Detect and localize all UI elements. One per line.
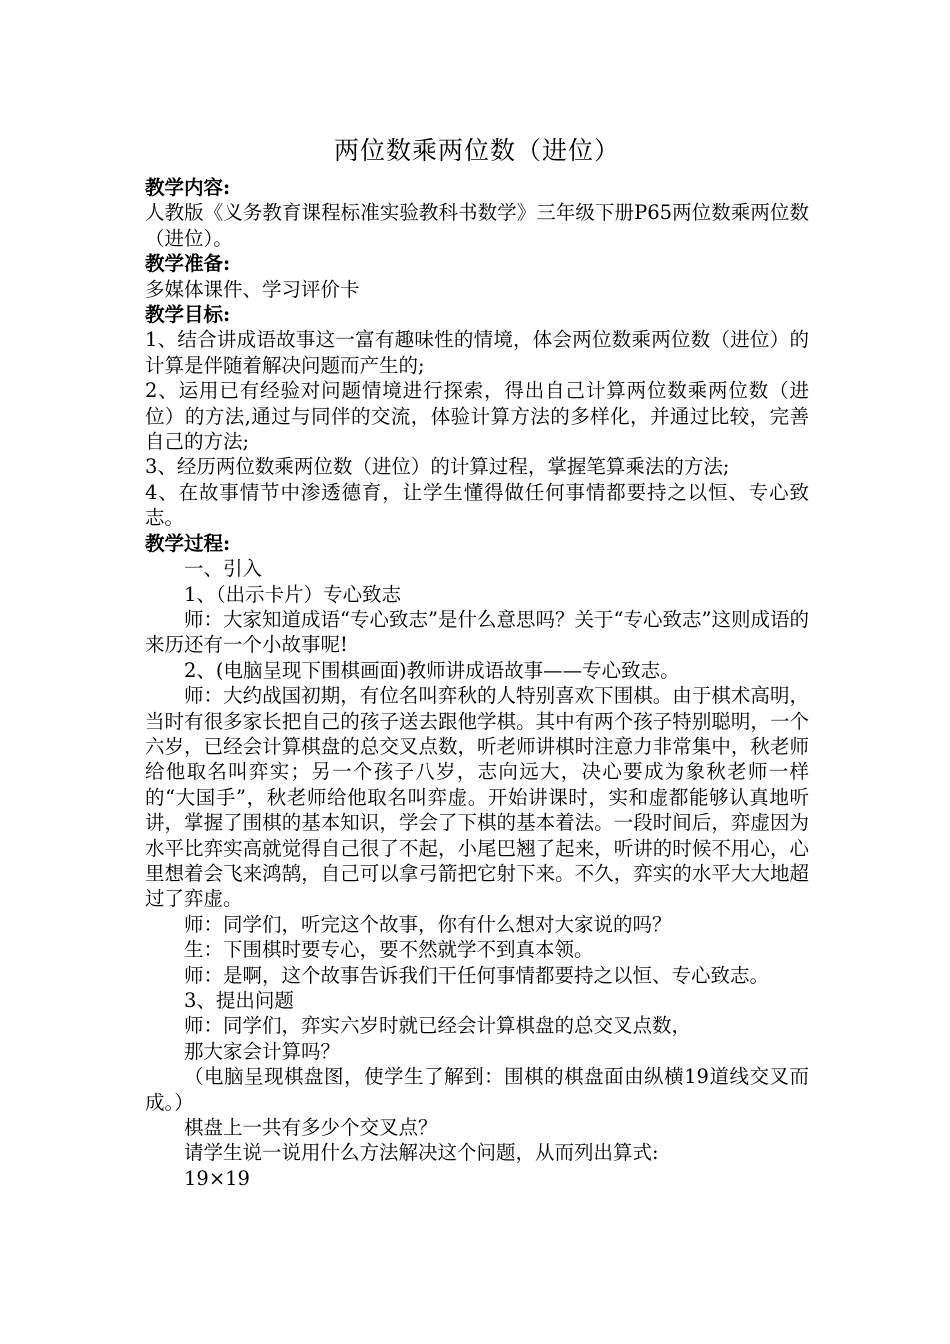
goal-item-4: 4、在故事情节中渗透德育，让学生懂得做任何事情都要持之以恒、专心致志。 [145, 480, 809, 530]
process-line-method: 请学生说一说用什么方法解决这个问题，从而列出算式: [184, 1141, 659, 1165]
process-line-teacher-question: 师：大家知道成语“专心致志”是什么意思吗？关于“专心致志”这则成语的来历还有一个小故事呢! [145, 607, 809, 657]
process-line-can-you-calc: 那大家会计算吗？ [184, 1039, 341, 1063]
preparation-text: 多媒体课件、学习评价卡 [145, 277, 360, 301]
goal-item-3: 3、经历两位数乘两位数（进位）的计算过程，掌握笔算乘法的方法; [145, 455, 730, 479]
process-line-board-image: （电脑呈现棋盘图，使学生了解到：围棋的棋盘面由纵横19道线交叉而成。） [145, 1065, 809, 1114]
process-line-card: 1、（出示卡片）专心致志 [184, 582, 402, 606]
process-line-formula: 19×19 [184, 1166, 250, 1190]
process-line-how-many: 棋盘上一共有多少个交叉点？ [184, 1116, 438, 1140]
goal-item-1: 1、结合讲成语故事这一富有趣味性的情境，体会两位数乘两位数（进位）的计算是伴随着解决问题而产生的; [145, 328, 809, 377]
process-line-raise-question: 3、提出问题 [184, 989, 294, 1012]
section-heading-preparation: 教学准备: [145, 252, 231, 276]
content-text: 人教版《义务教育课程标准实验教科书数学》三年级下册P65两位数乘两位数（进位）。 [145, 201, 809, 250]
section-heading-goals: 教学目标: [145, 303, 231, 327]
process-line-story-intro: 2、(电脑呈现下围棋画面)教师讲成语故事——专心致志。 [184, 658, 680, 682]
document-page [145, 128, 809, 1191]
section-heading-process: 教学过程: [145, 531, 231, 555]
process-line-story: 师：大约战国初期，有位名叫弈秋的人特别喜欢下围棋。由于棋术高明，当时有很多家长把自己的孩子送去跟他学棋。其中有两个孩子特别聪明，一个六岁，已经会计算棋盘的总交叉点数，听老师讲棋时注意力非常集中，秋老师给他取名叫弈实；另一个孩子八岁，志向远大，决心要成为象秋老师一样的“大国手”，秋老师给他取名叫弈虚。开始讲课时，实和虚都能够认真地听讲，掌握了围棋的基本知识，学会了下棋的基本着法。一段时间后，弈虚因为水平比弈实高就觉得自己很了不起，小尾巴翘了起来，听讲的时候不用心，心里想着会飞来鸿鹄，自己可以拿弓箭把它射下来。不久，弈实的水平大大地超过了弈虚。 [145, 684, 809, 911]
process-line-intro-heading: 一、引入 [184, 557, 263, 581]
process-line-teacher-ask: 师：同学们，听完这个故事，你有什么想对大家说的吗？ [184, 912, 672, 936]
section-heading-content: 教学内容: [145, 176, 231, 199]
process-line-teacher-summary: 师：是啊，这个故事告诉我们干任何事情都要持之以恒、专心致志。 [184, 963, 770, 987]
process-line-teacher-board: 师：同学们，弈实六岁时就已经会计算棋盘的总交叉点数， [184, 1014, 692, 1038]
process-line-student-answer: 生：下围棋时要专心，要不然就学不到真本领。 [184, 938, 594, 962]
goal-item-2: 2、运用已有经验对问题情境进行探索，得出自己计算两位数乘两位数（进位）的方法,通过与同伴的交流，体验计算方法的多样化，并通过比较，完善自己的方法; [145, 379, 809, 454]
document-title: 两位数乘两位数（进位） [333, 136, 620, 165]
